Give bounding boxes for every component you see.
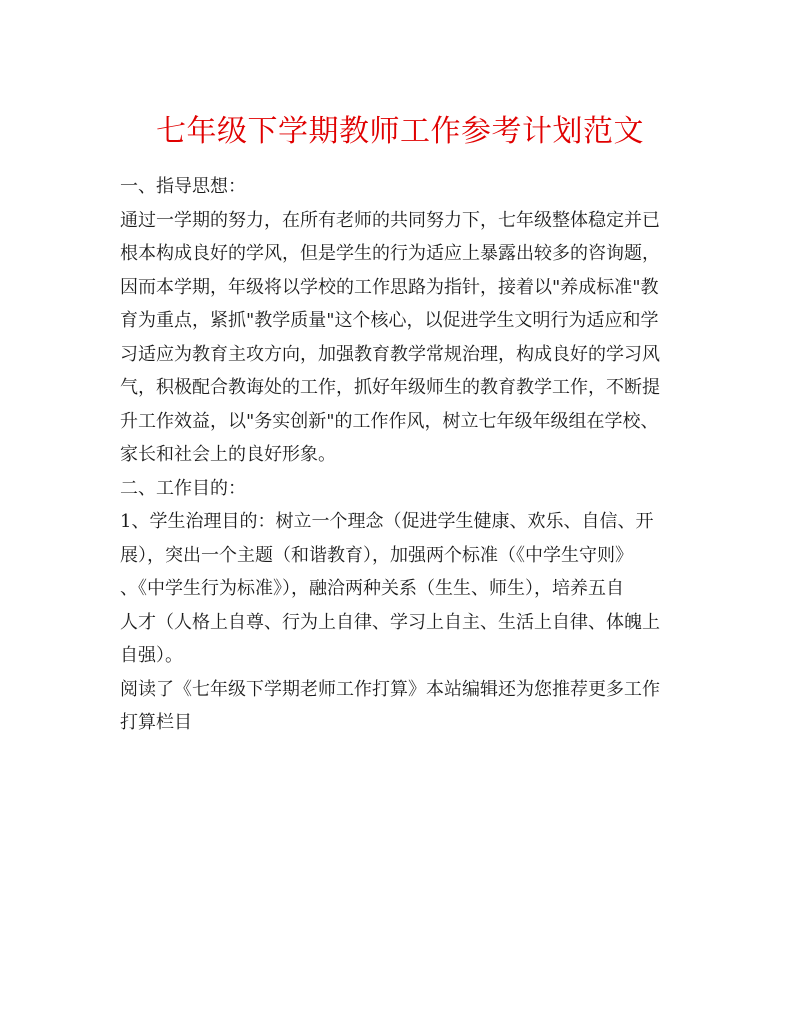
paragraph-line: 展），突出一个主题（和谐教育），加强两个标准（《中学生守则》 <box>120 544 633 566</box>
paragraph-line: 家长和社会上的良好形象。 <box>120 444 336 465</box>
document-title: 七年级下学期教师工作参考计划范文 <box>156 114 644 149</box>
paragraph-line: 人才（人格上自尊、行为上自律、学习上自主、生活上自律、体魄上 <box>120 611 660 633</box>
document-body <box>120 170 680 740</box>
footer-line: 打算栏目 <box>120 712 192 733</box>
paragraph-line: 1、学生治理目的：树立一个理念（促进学生健康、欢乐、自信、开 <box>120 511 654 532</box>
paragraph-line: 升工作效益，以"务实创新"的工作作风，树立七年级年级组在学校、 <box>120 410 659 432</box>
footer-line: 阅读了《七年级下学期老师工作打算》本站编辑还为您推荐更多工作 <box>120 678 660 700</box>
paragraph-line: 、《中学生行为标准》），融洽两种关系（生生、师生），培养五自 <box>120 578 624 599</box>
paragraph-line: 育为重点，紧抓"教学质量"这个核心，以促进学生文明行为适应和学 <box>120 310 659 331</box>
paragraph-line: 自强）。 <box>120 645 183 666</box>
section-heading-work-goals: 二、工作目的： <box>120 477 246 499</box>
paragraph-line: 因而本学期，年级将以学校的工作思路为指针，接着以"养成标准"教 <box>120 276 659 298</box>
paragraph-line: 习适应为教育主攻方向，加强教育教学常规治理，构成良好的学习风 <box>120 343 660 365</box>
section-heading-guiding-ideology: 一、指导思想： <box>120 176 246 197</box>
paragraph-line: 通过一学期的努力，在所有老师的共同努力下，七年级整体稳定并已 <box>120 209 660 231</box>
paragraph-line: 根本构成良好的学风，但是学生的行为适应上暴露出较多的咨询题， <box>120 243 660 264</box>
paragraph-line: 气，积极配合教诲处的工作，抓好年级师生的教育教学工作，不断提 <box>120 377 660 398</box>
